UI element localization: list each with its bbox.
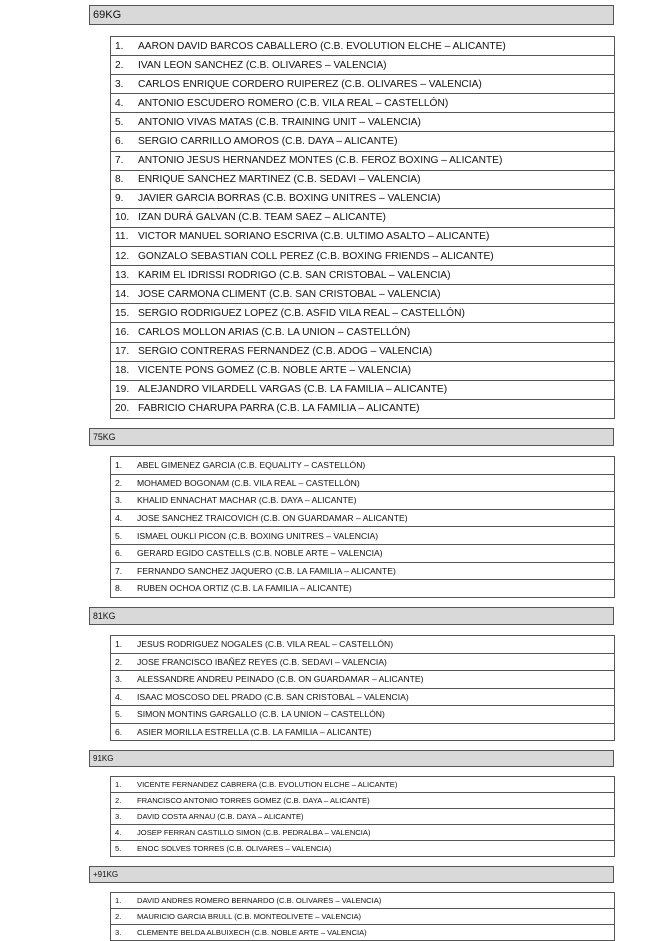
participant-name: CARLOS MOLLON ARIAS (C.B. LA UNION – CASTELLÓN): [138, 326, 411, 338]
participant-number: 5.: [115, 844, 122, 853]
participant-number: 12.: [115, 250, 130, 262]
participant-name: FABRICIO CHARUPA PARRA (C.B. LA FAMILIA – ALICANTE): [138, 403, 420, 415]
participant-number: 1.: [115, 780, 122, 789]
participant-name: IZAN DURÁ GALVAN (C.B. TEAM SAEZ – ALICANTE): [138, 212, 386, 224]
participant-number: 4.: [115, 513, 123, 524]
participant-row: [111, 362, 614, 381]
participant-name: ANTONIO VIVAS MATAS (C.B. TRAINING UNIT – VALENCIA): [138, 116, 421, 128]
participant-name: RUBEN OCHOA ORTIZ (C.B. LA FAMILIA – ALICANTE): [137, 583, 352, 594]
participant-row: [111, 654, 614, 672]
participant-list: [110, 36, 615, 419]
participant-number: 4.: [115, 97, 124, 109]
participant-row: [111, 545, 614, 563]
participant-number: 14.: [115, 288, 130, 300]
participant-number: 2.: [115, 656, 123, 667]
participant-row: [111, 37, 614, 56]
category-header: [89, 607, 614, 625]
participant-number: 10.: [115, 212, 130, 224]
participant-name: ISAAC MOSCOSO DEL PRADO (C.B. SAN CRISTOBAL – VALENCIA): [137, 691, 409, 702]
participant-row: [111, 825, 614, 841]
participant-list: [110, 635, 615, 741]
participant-row: [111, 689, 614, 707]
participant-number: 19.: [115, 384, 130, 396]
participant-row: [111, 925, 614, 941]
category-title: 91KG: [93, 754, 114, 763]
participant-number: 7.: [115, 565, 123, 576]
participant-row: [111, 724, 614, 742]
participant-number: 1.: [115, 40, 124, 52]
participant-name: JOSE CARMONA CLIMENT (C.B. SAN CRISTOBAL – VALENCIA): [138, 288, 441, 300]
participant-name: ANTONIO ESCUDERO ROMERO (C.B. VILA REAL – CASTELLÓN): [138, 97, 449, 109]
participant-number: 4.: [115, 828, 122, 837]
participant-name: MAURICIO GARCIA BRULL (C.B. MONTEOLIVETE – VALENCIA): [137, 912, 362, 921]
participant-row: [111, 580, 614, 598]
participant-name: SIMON MONTINS GARGALLO (C.B. LA UNION – CASTELLÓN): [137, 709, 385, 720]
participant-row: [111, 228, 614, 247]
participant-name: SERGIO RODRIGUEZ LOPEZ (C.B. ASFID VILA REAL – CASTELLÓN): [138, 307, 465, 319]
participant-row: [111, 841, 614, 857]
participant-row: [111, 457, 614, 475]
participant-number: 2.: [115, 796, 122, 805]
participant-row: [111, 113, 614, 132]
participant-name: SERGIO CONTRERAS FERNANDEZ (C.B. ADOG – VALENCIA): [138, 346, 433, 358]
participant-row: [111, 777, 614, 793]
participant-row: [111, 510, 614, 528]
participant-name: VICENTE FERNANDEZ CABRERA (C.B. EVOLUTION ELCHE – ALICANTE): [137, 780, 398, 789]
participant-row: [111, 475, 614, 493]
participant-list: [110, 456, 615, 598]
participant-row: [111, 304, 614, 323]
participant-name: KARIM EL IDRISSI RODRIGO (C.B. SAN CRISTOBAL – VALENCIA): [138, 269, 451, 281]
participant-number: 4.: [115, 691, 123, 702]
participant-row: [111, 190, 614, 209]
participant-name: ENOC SOLVES TORRES (C.B. OLIVARES – VALENCIA): [137, 844, 332, 853]
participant-number: 3.: [115, 928, 122, 937]
participant-number: 15.: [115, 307, 130, 319]
participant-number: 7.: [115, 155, 124, 167]
participant-name: GERARD EGIDO CASTELLS (C.B. NOBLE ARTE – VALENCIA): [137, 548, 383, 559]
participant-number: 8.: [115, 583, 123, 594]
participant-name: MOHAMED BOGONAM (C.B. VILA REAL – CASTELLÓN): [137, 477, 360, 488]
participant-name: CLEMENTE BELDA ALBUIXECH (C.B. NOBLE ARTE – VALENCIA): [137, 928, 367, 937]
participant-number: 3.: [115, 812, 122, 821]
participant-row: [111, 400, 614, 419]
participant-row: [111, 706, 614, 724]
participant-name: ALESSANDRE ANDREU PEINADO (C.B. ON GUARDAMAR – ALICANTE): [137, 674, 424, 685]
participant-number: 2.: [115, 59, 124, 71]
participant-number: 17.: [115, 346, 130, 358]
participant-row: [111, 527, 614, 545]
participant-row: [111, 132, 614, 151]
participant-list: [110, 892, 615, 941]
participant-row: [111, 343, 614, 362]
participant-row: [111, 56, 614, 75]
participant-row: [111, 171, 614, 190]
participant-number: 1.: [115, 639, 123, 650]
participant-number: 16.: [115, 326, 130, 338]
participant-row: [111, 323, 614, 342]
participant-name: VICTOR MANUEL SORIANO ESCRIVA (C.B. ULTIMO ASALTO – ALICANTE): [138, 231, 490, 243]
participant-name: AARON DAVID BARCOS CABALLERO (C.B. EVOLUTION ELCHE – ALICANTE): [138, 40, 506, 52]
participant-name: JESUS RODRIGUEZ NOGALES (C.B. VILA REAL – CASTELLÓN): [137, 639, 394, 650]
participant-name: DAVID ANDRES ROMERO BERNARDO (C.B. OLIVARES – VALENCIA): [137, 896, 382, 905]
participant-number: 1.: [115, 896, 122, 905]
participant-name: JOSEP FERRAN CASTILLO SIMON (C.B. PEDRALBA – VALENCIA): [137, 828, 371, 837]
participant-number: 5.: [115, 530, 123, 541]
participant-row: [111, 492, 614, 510]
participant-row: [111, 75, 614, 94]
participant-number: 6.: [115, 726, 123, 737]
participant-row: [111, 381, 614, 400]
participant-number: 20.: [115, 403, 130, 415]
participant-name: FRANCISCO ANTONIO TORRES GOMEZ (C.B. DAYA – ALICANTE): [137, 796, 370, 805]
participant-name: CARLOS ENRIQUE CORDERO RUIPEREZ (C.B. OLIVARES – VALENCIA): [138, 78, 482, 90]
participant-number: 2.: [115, 912, 122, 921]
participant-row: [111, 266, 614, 285]
participant-name: KHALID ENNACHAT MACHAR (C.B. DAYA – ALICANTE): [137, 495, 357, 506]
participant-number: 9.: [115, 193, 124, 205]
participant-number: 2.: [115, 477, 123, 488]
participant-number: 3.: [115, 495, 123, 506]
participant-row: [111, 152, 614, 171]
participant-row: [111, 893, 614, 909]
participant-name: VICENTE PONS GOMEZ (C.B. NOBLE ARTE – VALENCIA): [138, 365, 412, 377]
participant-row: [111, 909, 614, 925]
participant-name: DAVID COSTA ARNAU (C.B. DAYA – ALICANTE): [137, 812, 304, 821]
participant-name: FERNANDO SANCHEZ JAQUERO (C.B. LA FAMILIA – ALICANTE): [137, 565, 396, 576]
category-header: [89, 5, 614, 25]
participant-number: 13.: [115, 269, 130, 281]
category-title: 75KG: [93, 432, 116, 442]
participant-name: ENRIQUE SANCHEZ MARTINEZ (C.B. SEDAVI – VALENCIA): [138, 174, 421, 186]
category-header: [89, 866, 614, 883]
participant-row: [111, 793, 614, 809]
category-header: [89, 750, 614, 767]
participant-row: [111, 94, 614, 113]
participant-row: [111, 247, 614, 266]
participant-number: 5.: [115, 709, 123, 720]
participant-number: 11.: [115, 231, 129, 243]
participant-number: 3.: [115, 78, 124, 90]
participant-name: ABEL GIMENEZ GARCIA (C.B. EQUALITY – CASTELLÓN): [137, 460, 366, 471]
category-header: [89, 428, 614, 446]
participant-number: 6.: [115, 548, 123, 559]
participant-row: [111, 209, 614, 228]
participant-row: [111, 285, 614, 304]
participant-name: JOSE SANCHEZ TRAICOVICH (C.B. ON GUARDAMAR – ALICANTE): [137, 513, 408, 524]
participant-number: 8.: [115, 174, 124, 186]
participant-name: ALEJANDRO VILARDELL VARGAS (C.B. LA FAMILIA – ALICANTE): [138, 384, 448, 396]
participant-name: SERGIO CARRILLO AMOROS (C.B. DAYA – ALICANTE): [138, 136, 398, 148]
participant-list: [110, 776, 615, 857]
participant-name: JAVIER GARCIA BORRAS (C.B. BOXING UNITRES – VALENCIA): [138, 193, 441, 205]
participant-number: 5.: [115, 116, 124, 128]
participant-number: 6.: [115, 136, 124, 148]
participant-number: 1.: [115, 460, 123, 471]
participant-number: 3.: [115, 674, 123, 685]
participant-name: IVAN LEON SANCHEZ (C.B. OLIVARES – VALENCIA): [138, 59, 387, 71]
category-title: 81KG: [93, 611, 116, 621]
category-title: 69KG: [93, 9, 122, 21]
participant-row: [111, 636, 614, 654]
participant-row: [111, 809, 614, 825]
participant-row: [111, 671, 614, 689]
participant-number: 18.: [115, 365, 130, 377]
category-title: +91KG: [93, 870, 119, 879]
participant-name: ASIER MORILLA ESTRELLA (C.B. LA FAMILIA – ALICANTE): [137, 726, 372, 737]
participant-name: JOSE FRANCISCO IBAÑEZ REYES (C.B. SEDAVI – VALENCIA): [137, 656, 387, 667]
participant-name: GONZALO SEBASTIAN COLL PEREZ (C.B. BOXING FRIENDS – ALICANTE): [138, 250, 494, 262]
participant-name: ISMAEL OUKLI PICON (C.B. BOXING UNITRES – VALENCIA): [137, 530, 379, 541]
participant-row: [111, 563, 614, 581]
participant-name: ANTONIO JESUS HERNANDEZ MONTES (C.B. FEROZ BOXING – ALICANTE): [138, 155, 503, 167]
